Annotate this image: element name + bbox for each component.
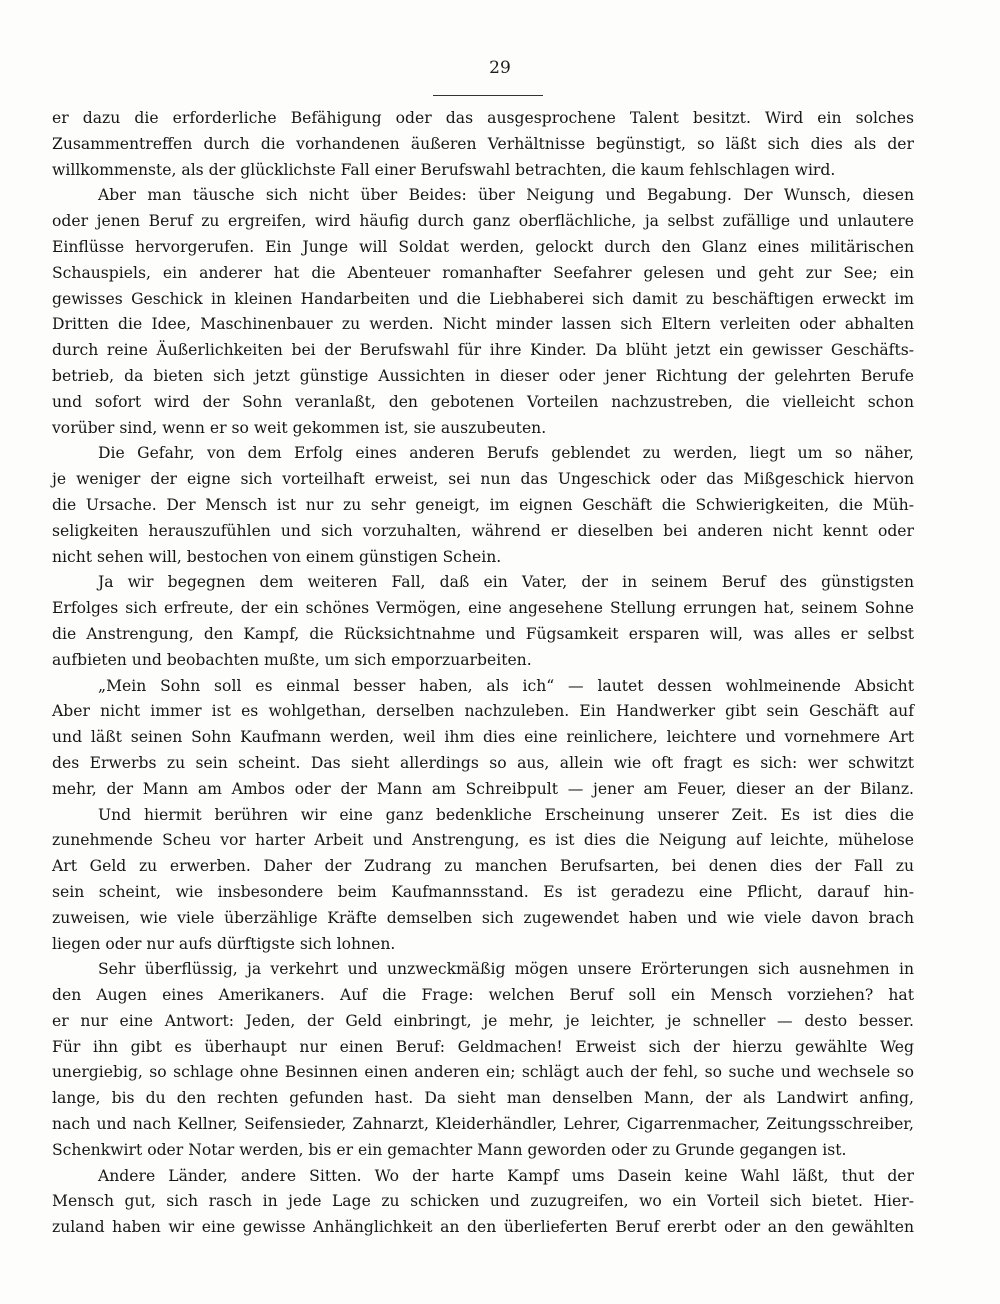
text-line: sein scheint, wie insbesondere beim Kaufmannsstand. Es ist geradezu eine Pflicht, darauf hin-: [52, 882, 914, 901]
text-line: zunehmende Scheu vor harter Arbeit und Anstrengung, es ist dies die Neigung auf leichte, mühelose: [52, 831, 914, 850]
text-line: Einflüsse hervorgerufen. Ein Junge will Soldat werden, gelockt durch den Glanz eines militärischen: [52, 237, 914, 256]
header-rule: [433, 95, 543, 96]
text-line: lange, bis du den rechten gefunden hast. Da sieht man denselben Mann, der als Landwirt anfing,: [52, 1089, 914, 1108]
text-line: zuland haben wir eine gewisse Anhänglichkeit an den überlieferten Beruf ererbt oder an den gewählten: [52, 1218, 914, 1237]
text-line: Mensch gut, sich rasch in jede Lage zu schicken und zuzugreifen, wo ein Vorteil sich bietet. Hier-: [52, 1192, 914, 1211]
text-line: gewisses Geschick in kleinen Handarbeiten und die Liebhaberei sich damit zu beschäftigen erweckt im: [52, 289, 914, 308]
text-line: vorüber sind, wenn er so weit gekommen ist, sie auszubeuten.: [52, 418, 547, 437]
text-line: unergiebig, so schlage ohne Besinnen einen anderen ein; schlägt auch der fehl, so suche und wechsele so: [52, 1063, 914, 1082]
text-line: liegen oder nur aufs dürftigste sich lohnen.: [52, 934, 396, 953]
text-line: Aber man täusche sich nicht über Beides: über Neigung und Begabung. Der Wunsch, diesen: [98, 186, 914, 205]
text-line: die Ursache. Der Mensch ist nur zu sehr geneigt, im eignen Geschäft die Schwierigkeiten, die Müh-: [52, 495, 914, 514]
text-line: und sofort wird der Sohn veranlaßt, den gebotenen Vorteilen nachzustreben, die vielleicht schon: [52, 392, 914, 411]
text-line: Zusammentreffen durch die vorhandenen äußeren Verhältnisse begünstigt, so läßt sich dies als der: [52, 134, 914, 153]
text-line: betrieb, da bieten sich jetzt günstige Aussichten in dieser oder jener Richtung der gelehrten Berufe: [52, 366, 914, 385]
text-line: Sehr überflüssig, ja verkehrt und unzweckmäßig mögen unsere Erörterungen sich ausnehmen in: [98, 960, 914, 979]
text-line: die Anstrengung, den Kampf, die Rücksichtnahme und Fügsamkeit ersparen will, was alles er selbst: [52, 624, 914, 643]
text-line: oder jenen Beruf zu ergreifen, wird häufig durch ganz oberflächliche, ja selbst zufällige und unlautere: [52, 212, 914, 231]
text-line: Und hiermit berühren wir eine ganz bedenkliche Erscheinung unserer Zeit. Es ist dies die: [98, 805, 914, 824]
text-line: zuweisen, wie viele überzählige Kräfte demselben sich zugewendet haben und wie viele davon brach: [52, 908, 914, 927]
text-line: Aber nicht immer ist es wohlgethan, derselben nachzuleben. Ein Handwerker gibt sein Geschäft auf: [52, 702, 914, 721]
text-line: und läßt seinen Sohn Kaufmann werden, weil ihm dies eine reinlichere, leichtere und vornehmere Art: [52, 728, 914, 747]
text-line: willkommenste, als der glücklichste Fall einer Berufswahl betrachten, die kaum fehlschlagen wird.: [52, 160, 836, 179]
text-line: er dazu die erforderliche Befähigung oder das ausgesprochene Talent besitzt. Wird ein solches: [52, 109, 914, 127]
text-line: nicht sehen will, bestochen von einem günstigen Schein.: [52, 547, 502, 566]
text-line: Schenkwirt oder Notar werden, bis er ein gemachter Mann geworden oder zu Grunde gegangen ist.: [52, 1140, 847, 1159]
text-line: nach und nach Kellner, Seifensieder, Zahnarzt, Kleiderhändler, Lehrer, Cigarrenmacher, Zeitungsschreiber,: [52, 1115, 914, 1134]
text-line: des Erwerbs zu sein scheint. Das sieht allerdings so aus, allein wie oft fragt es sich: wer schwitzt: [52, 753, 914, 772]
text-line: Erfolges sich erfreute, der ein schönes Vermögen, eine angesehene Stellung errungen hat, seinem Sohne: [52, 599, 914, 618]
text-line: je weniger der eigne sich vorteilhaft erweist, sei nun das Ungeschick oder das Mißgeschick hiervon: [52, 470, 914, 489]
text-line: Dritten die Idee, Maschinenbauer zu werden. Nicht minder lassen sich Eltern verleiten oder abhalten: [52, 315, 914, 334]
text-line: durch reine Äußerlichkeiten bei der Berufswahl für ihre Kinder. Da blüht jetzt ein gewisser Geschäfts-: [52, 341, 914, 360]
text-line: Die Gefahr, von dem Erfolg eines anderen Berufs geblendet zu werden, liegt um so näher,: [98, 444, 914, 463]
text-line: seligkeiten herauszufühlen und sich vorzuhalten, während er dieselben bei anderen nicht kennt oder: [52, 521, 914, 540]
text-line: Ja wir begegnen dem weiteren Fall, daß ein Vater, der in seinem Beruf des günstigsten: [98, 573, 914, 592]
text-line: „Mein Sohn soll es einmal besser haben, als ich“ — lautet dessen wohlmeinende Absicht: [98, 676, 914, 695]
text-line: Art Geld zu erwerben. Daher der Zudrang zu manchen Berufsarten, bei denen dies der Fall zu: [52, 857, 914, 876]
text-line: Andere Länder, andere Sitten. Wo der harte Kampf ums Dasein keine Wahl läßt, thut der: [98, 1166, 914, 1185]
text-line: aufbieten und beobachten mußte, um sich emporzuarbeiten.: [52, 650, 532, 669]
text-line: Schauspiels, ein anderer hat die Abenteuer romanhafter Seefahrer gelesen und geht zur See; ein: [52, 263, 914, 282]
text-line: Für ihn gibt es überhaupt nur einen Beruf: Geldmachen! Erweist sich der hierzu gewählte Weg: [52, 1037, 914, 1056]
body-text: [52, 106, 914, 1241]
text-line: er nur eine Antwort: Jeden, der Geld einbringt, je mehr, je leichter, je schneller — desto besser.: [52, 1011, 914, 1030]
page-number: 29: [489, 58, 511, 78]
text-line: den Augen eines Amerikaners. Auf die Frage: welchen Beruf soll ein Mensch vorziehen? hat: [52, 986, 914, 1005]
text-line: mehr, der Mann am Ambos oder der Mann am Schreibpult — jener am Feuer, dieser an der Bilanz.: [52, 779, 914, 798]
